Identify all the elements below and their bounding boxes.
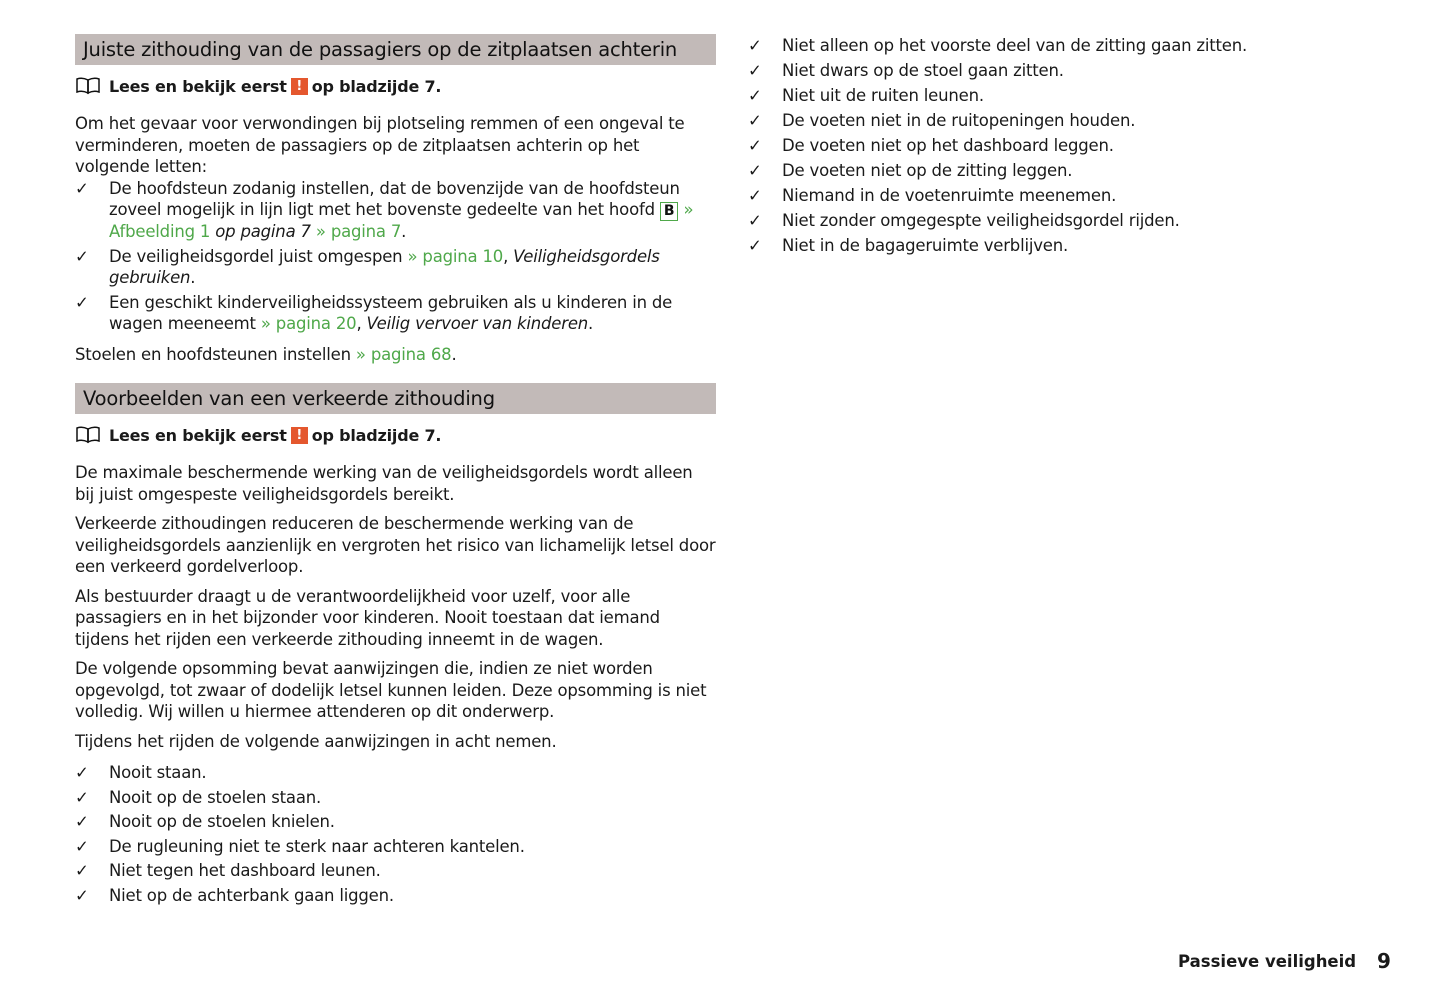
check-icon: ✓ [75,812,89,831]
right-column [748,33,1388,258]
list-item: ✓ Niemand in de voetenruimte meenemen. [748,183,1388,208]
read-first-label: Lees en bekijk eerst [109,76,287,96]
list-item: ✓ Een geschikt kinderveiligheidssysteem gebruiken als u kinderen in de wagen meeneemt » pagina 20, Veilig vervoer van kinderen. [75,292,673,333]
read-first-page: op bladzijde 7. [311,76,442,96]
list-item: ✓ Niet op de achterbank gaan liggen. [75,885,394,905]
check-icon: ✓ [75,246,89,266]
list-item: ✓ De voeten niet op de zitting leggen. [748,158,1388,183]
list-item: ✓ De voeten niet op het dashboard leggen. [748,133,1388,158]
check-icon: ✓ [748,186,762,205]
page-link[interactable]: » pagina 68 [355,344,452,364]
read-first-page: op bladzijde 7. [311,425,442,445]
check-icon: ✓ [748,136,762,155]
paragraph: Als bestuurder draagt u de verantwoordelijkheid voor uzelf, voor alle passagiers en in het bijzonder voor kinderen. Nooit toestaan dat iemand tijdens het rijden een verkeerde zithouding inneemt in de wagen. [75,586,660,649]
list-item: ✓ Niet tegen het dashboard leunen. [75,861,381,880]
paragraph: Tijdens het rijden de volgende aanwijzingen in acht nemen. [75,731,557,751]
check-icon: ✓ [75,763,89,782]
page-number: 9 [1377,949,1391,973]
list-item: ✓ De hoofdsteun zodanig instellen, dat de bovenzijde van de hoofdsteun zoveel mogelijk in lijn ligt met het bovenste gedeelte van het hoofd B » Afbeelding 1 op pagina 7 » pagina 7. [75,178,694,241]
page-footer [1178,949,1391,973]
left-column [75,34,716,906]
list-item: ✓ Niet alleen op het voorste deel van de zitting gaan zitten. [748,33,1388,58]
check-icon: ✓ [75,836,89,856]
section-heading-wrong-posture: Voorbeelden van een verkeerde zithouding [75,383,716,414]
list-item: ✓ Niet zonder omgegespte veiligheidsgordel rijden. [748,208,1388,233]
list-item: ✓ Nooit staan. [75,763,207,782]
list-item: ✓ De voeten niet in de ruitopeningen houden. [748,108,1388,133]
seat-adjust-reference: Stoelen en hoofdsteunen instellen » pagina 68. [75,344,457,364]
check-icon: ✓ [748,161,762,180]
paragraph: Verkeerde zithoudingen reduceren de beschermende werking van de veiligheidsgordels aanzienlijk en vergroten het risico van lichamelijk letsel door een verkeerd gordelverloop. [75,514,716,576]
list-item: ✓ Nooit op de stoelen knielen. [75,812,335,831]
book-icon [75,426,101,444]
checklist-wrong-posture-continued [748,33,1388,258]
book-icon [75,77,101,95]
check-icon: ✓ [748,86,762,105]
checklist-wrong-posture [75,762,716,906]
check-icon: ✓ [748,211,762,230]
check-icon: ✓ [75,885,89,905]
read-first-notice [75,75,716,97]
check-icon: ✓ [748,236,762,255]
warning-icon: ! [291,78,308,95]
list-item: ✓ Niet in de bagageruimte verblijven. [748,233,1388,258]
check-icon: ✓ [748,36,762,55]
warning-icon: ! [291,427,308,444]
check-icon: ✓ [75,787,89,807]
section-heading-seating-rear: Juiste zithouding van de passagiers op de zitplaatsen achterin [75,34,716,65]
list-item: ✓ Niet uit de ruiten leunen. [748,83,1388,108]
list-item: ✓ De veiligheidsgordel juist omgespen » pagina 10, Veiligheidsgordels gebruiken. [75,246,660,287]
figure-label-b: B [660,202,678,221]
checklist-rear-seating [75,178,716,335]
list-item: ✓ De rugleuning niet te sterk naar achteren kantelen. [75,836,525,856]
paragraph: De volgende opsomming bevat aanwijzingen die, indien ze niet worden opgevolgd, tot zwaar of dodelijk letsel kunnen leiden. Deze opsomming is niet volledig. Wij willen u hiermee attenderen op dit onderwerp. [75,659,707,721]
check-icon: ✓ [748,111,762,130]
check-icon: ✓ [748,61,762,80]
list-item: ✓ Nooit op de stoelen staan. [75,787,322,807]
figure-link[interactable]: » Afbeelding 1 [109,200,694,241]
read-first-notice [75,424,716,446]
footer-chapter-title: Passieve veiligheid [1178,952,1357,971]
read-first-label: Lees en bekijk eerst [109,425,287,445]
page-link[interactable]: » pagina 20 [260,314,357,333]
paragraph: De maximale beschermende werking van de veiligheidsgordels wordt alleen bij juist omgespeste veiligheidsgordels bereikt. [75,463,693,504]
page-link[interactable]: » pagina 10 [407,246,504,266]
check-icon: ✓ [75,292,89,312]
check-icon: ✓ [75,178,89,198]
check-icon: ✓ [75,861,89,880]
intro-paragraph: Om het gevaar voor verwondingen bij plotseling remmen of een ongeval te verminderen, moeten de passagiers op de zitplaatsen achterin op het volgende letten: [75,114,685,176]
list-item: ✓ Niet dwars op de stoel gaan zitten. [748,58,1388,83]
page-link[interactable]: » pagina 7 [315,222,402,241]
